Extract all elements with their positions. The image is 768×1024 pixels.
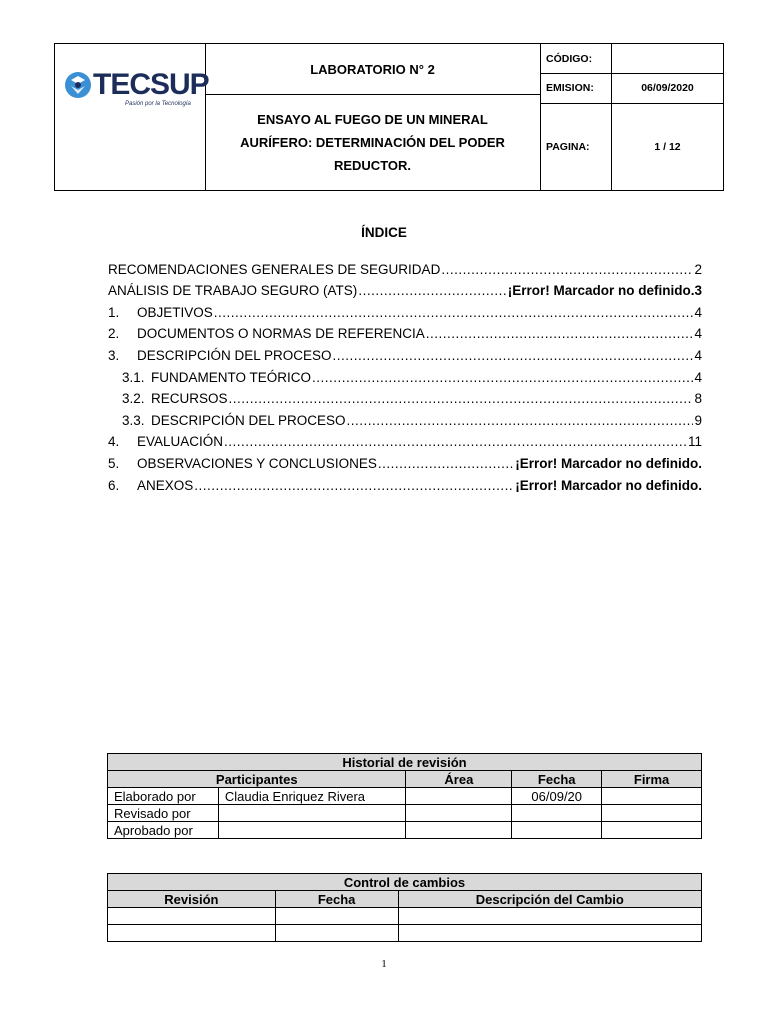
toc-entry-page: ¡Error! Marcador no definido. <box>515 477 702 493</box>
toc-entry-number: 1. <box>108 304 120 320</box>
toc-entry-number: 4. <box>108 434 120 450</box>
toc-leader-dots <box>333 348 694 363</box>
col-participantes: Participantes <box>108 771 406 788</box>
document-title: ENSAYO AL FUEGO DE UN MINERAL AURÍFERO: DETERMINACIÓN DEL PODER REDUCTOR. <box>240 112 505 173</box>
toc-entry-number: 5. <box>108 455 120 471</box>
toc-leader-dots <box>214 305 694 320</box>
name-cell <box>218 805 406 822</box>
toc-leader-dots <box>441 262 693 277</box>
area-cell <box>406 805 512 822</box>
toc-leader-dots <box>224 434 687 449</box>
name-cell <box>218 822 406 839</box>
emision-row <box>540 73 723 104</box>
toc-entry[interactable] <box>108 449 702 471</box>
logo-wordmark: TECSUP <box>93 68 209 101</box>
toc-entry-number: 3. <box>108 347 120 363</box>
toc-entry-label: ANÁLISIS DE TRABAJO SEGURO (ATS) <box>108 283 358 299</box>
page-number: 1 <box>381 958 387 970</box>
emision-value: 06/09/2020 <box>641 82 694 94</box>
role-cell: Revisado por <box>108 805 219 822</box>
toc-entry[interactable] <box>108 428 702 450</box>
role-cell: Elaborado por <box>108 788 219 805</box>
toc-entry[interactable] <box>108 277 702 299</box>
table-row <box>108 805 702 822</box>
toc-entry-page: 4 <box>694 369 702 385</box>
fecha-cell <box>275 925 398 942</box>
toc-entry-page: 8 <box>694 391 702 407</box>
toc-entry-label: OBJETIVOS <box>137 304 213 320</box>
metadata-cell <box>540 44 723 190</box>
col-descripcion: Descripción del Cambio <box>398 891 701 908</box>
table-row <box>108 788 702 805</box>
logo-cell <box>55 44 209 190</box>
change-control-table <box>107 873 702 942</box>
descripcion-cell <box>398 925 701 942</box>
toc-entry-label: DESCRIPCIÓN DEL PROCESO <box>137 347 332 363</box>
toc-leader-dots <box>347 413 694 428</box>
toc-entry-number: 2. <box>108 326 120 342</box>
firma-cell <box>602 788 702 805</box>
title-cell <box>205 44 541 190</box>
col-area: Área <box>406 771 512 788</box>
revision-history-title: Historial de revisión <box>108 754 702 771</box>
toc-entry-label: RECOMENDACIONES GENERALES DE SEGURIDAD <box>108 261 441 277</box>
table-row <box>108 822 702 839</box>
toc-entry-label: DESCRIPCIÓN DEL PROCESO <box>151 412 346 428</box>
area-cell <box>406 822 512 839</box>
toc-entry-number: 3.2. <box>122 391 145 407</box>
codigo-value <box>612 44 723 73</box>
tecsup-logo-icon <box>63 68 93 102</box>
area-cell <box>406 788 512 805</box>
fecha-cell <box>512 822 602 839</box>
name-cell: Claudia Enriquez Rivera <box>218 788 406 805</box>
table-row <box>108 908 702 925</box>
toc-leader-dots <box>312 370 693 385</box>
revision-cell <box>108 908 276 925</box>
table-row <box>108 925 702 942</box>
toc-entry-page: 4 <box>694 347 702 363</box>
codigo-row <box>540 44 723 74</box>
pagina-value: 1 / 12 <box>654 140 681 153</box>
descripcion-cell <box>398 908 701 925</box>
toc-entry-label: DOCUMENTOS O NORMAS DE REFERENCIA <box>137 326 425 342</box>
toc-entry-page: 4 <box>694 304 702 320</box>
col-firma: Firma <box>602 771 702 788</box>
toc-leader-dots <box>229 391 694 406</box>
toc-entry-label: OBSERVACIONES Y CONCLUSIONES <box>137 455 377 471</box>
toc-entry-page: ¡Error! Marcador no definido. <box>515 455 702 471</box>
logo-tagline: Pasión por la Tecnología <box>125 101 191 107</box>
col-revision: Revisión <box>108 891 276 908</box>
toc-entry-number: 3.3. <box>122 412 145 428</box>
toc-entry-label: ANEXOS <box>137 477 194 493</box>
toc-entry[interactable] <box>108 385 702 407</box>
toc-entry[interactable] <box>108 255 702 277</box>
emision-label: EMISION: <box>540 73 612 103</box>
revision-history-table <box>107 753 702 839</box>
fecha-cell: 06/09/20 <box>512 788 602 805</box>
col-fecha: Fecha <box>275 891 398 908</box>
toc-entry[interactable] <box>108 341 702 363</box>
role-cell: Aprobado por <box>108 822 219 839</box>
revision-cell <box>108 925 276 942</box>
firma-cell <box>602 805 702 822</box>
toc-entry-label: FUNDAMENTO TEÓRICO <box>151 369 312 385</box>
toc-entry-page: 9 <box>694 412 702 428</box>
change-control-title: Control de cambios <box>108 874 702 891</box>
toc-entry-number: 3.1. <box>122 369 145 385</box>
firma-cell <box>602 822 702 839</box>
toc-leader-dots <box>358 283 506 298</box>
toc-entry[interactable] <box>108 406 702 428</box>
toc-entry[interactable] <box>108 471 702 493</box>
document-header <box>54 43 724 191</box>
toc-entry-number: 6. <box>108 477 120 493</box>
fecha-cell <box>512 805 602 822</box>
lab-title: LABORATORIO N° 2 <box>205 44 540 95</box>
toc-leader-dots <box>378 456 514 471</box>
codigo-label: CÓDIGO: <box>540 44 612 73</box>
toc-entry[interactable] <box>108 320 702 342</box>
toc-leader-dots <box>426 326 694 341</box>
toc-title: ÍNDICE <box>361 225 407 240</box>
toc-entry[interactable] <box>108 363 702 385</box>
col-fecha: Fecha <box>512 771 602 788</box>
fecha-cell <box>275 908 398 925</box>
tecsup-logo <box>63 66 209 116</box>
pagina-row <box>540 103 723 190</box>
toc-leader-dots <box>194 478 514 493</box>
toc-entry-page: 11 <box>687 434 702 450</box>
toc-entry-label: RECURSOS <box>151 391 228 407</box>
table-of-contents <box>108 255 702 493</box>
toc-entry-page: 2 <box>694 261 702 277</box>
toc-entry-label: EVALUACIÓN <box>137 434 224 450</box>
toc-entry-page: ¡Error! Marcador no definido.3 <box>507 283 702 299</box>
pagina-label: PAGINA: <box>540 103 612 190</box>
toc-entry[interactable] <box>108 298 702 320</box>
toc-entry-page: 4 <box>694 326 702 342</box>
